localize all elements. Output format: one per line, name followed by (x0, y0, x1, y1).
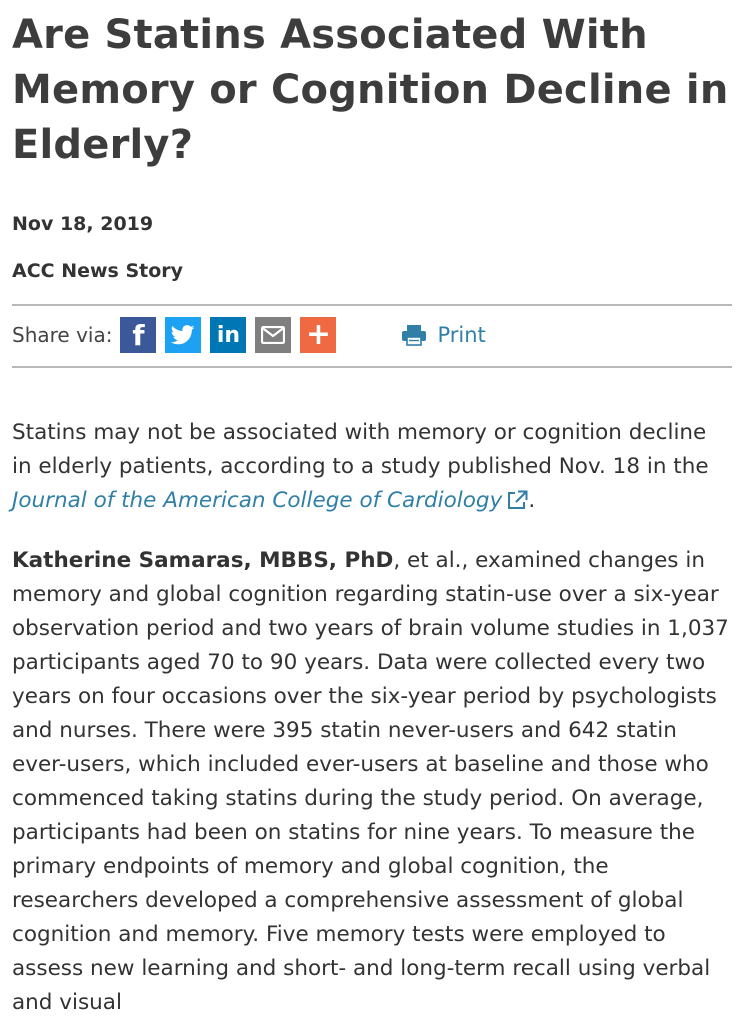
external-link-icon (506, 490, 528, 510)
intro-text-end: . (528, 488, 536, 513)
divider-bottom (12, 366, 732, 368)
more-share-button[interactable] (300, 317, 336, 353)
facebook-icon: f (132, 318, 145, 352)
linkedin-share-button[interactable] (210, 317, 246, 353)
print-label: Print (437, 323, 486, 347)
envelope-icon (261, 326, 285, 344)
facebook-share-button[interactable] (120, 317, 156, 353)
journal-link-text: Journal of the American College of Cardiology (12, 488, 503, 513)
paragraph-intro (12, 416, 732, 518)
twitter-share-button[interactable] (165, 317, 201, 353)
share-label: Share via: (12, 323, 113, 347)
journal-link[interactable] (12, 488, 528, 513)
email-share-button[interactable] (255, 317, 291, 353)
study-text: , et al., examined changes in memory and global cognition regarding statin-use over a six-year observation period and two years of brain volume studies in 1,037 participants aged 70 to 90 years. Data were collected every two years on four occasions over the six-year period by psychologists and nurses. There were 395 statin never-users and 642 statin ever-users, which included ever-users at baseline and those who commenced taking statins during the study period. On average, participants had been on statins for nine years. To measure the primary endpoints of memory and global cognition, the researchers developed a comprehensive assessment of global cognition and memory. Five memory tests were employed to assess new learning and short- and long-term recall using verbal and visual (12, 548, 729, 1015)
twitter-icon (171, 325, 195, 345)
article-body (12, 416, 732, 1020)
linkedin-icon: in (216, 322, 241, 348)
print-link[interactable] (401, 323, 485, 347)
share-bar (12, 312, 486, 358)
intro-text: Statins may not be associated with memory or cognition decline in elderly patients, according to a study published Nov. 18 in the (12, 420, 709, 479)
author-name: Katherine Samaras, MBBS, PhD (12, 548, 394, 573)
article-title: Are Statins Associated With Memory or Cognition Decline in Elderly? (12, 12, 729, 168)
article-date: Nov 18, 2019 (12, 213, 154, 235)
plus-icon: + (305, 317, 332, 352)
printer-icon (401, 324, 427, 346)
divider-top (12, 304, 732, 306)
paragraph-study (12, 544, 732, 1020)
article-category: ACC News Story (12, 260, 184, 282)
